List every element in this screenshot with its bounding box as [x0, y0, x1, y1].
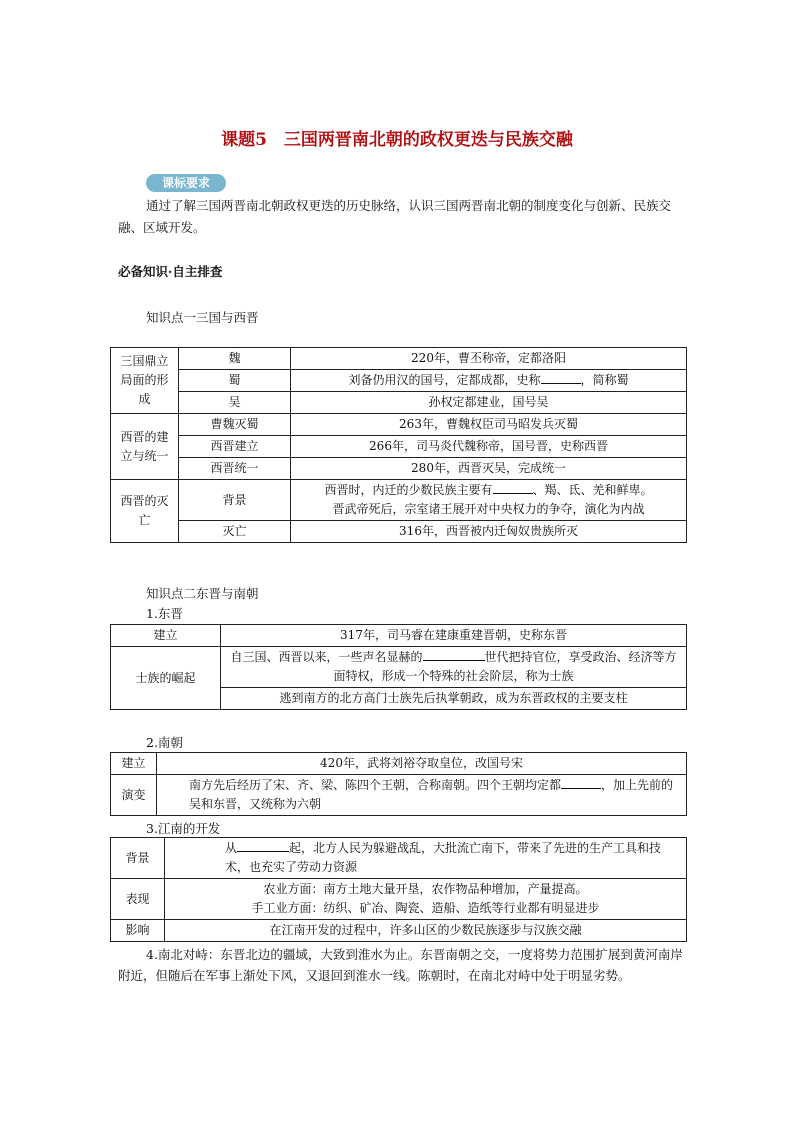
- item-cell: 背景: [111, 838, 165, 879]
- desc-cell: 刘备仍用汉的国号，定都成都，史称 ，简称蜀: [291, 370, 687, 392]
- kp2-sub2-label: 2.南朝: [146, 735, 183, 750]
- eastern-jin-table: [110, 624, 687, 710]
- fill-blank[interactable]: [541, 371, 581, 384]
- item-cell: 表现: [111, 879, 165, 920]
- item-cell: 背景: [179, 480, 291, 521]
- requirement-text: 通过了解三国两晋南北朝政权更迭的历史脉络，认识三国两晋南北朝的制度变化与创新、民族交融、区域开发。: [118, 198, 672, 235]
- fill-blank[interactable]: [237, 839, 289, 852]
- desc-cell: 从 起，北方人民为躲避战乱，大批流亡南下，带来了先进的生产工具和技术，也充实了劳动力资源: [165, 838, 687, 879]
- table-row: [111, 625, 687, 647]
- curriculum-requirement-badge: 课标要求: [146, 174, 226, 192]
- item-cell: 蜀: [179, 370, 291, 392]
- table-row: [111, 392, 687, 414]
- table-row: [111, 521, 687, 543]
- table-row: [111, 370, 687, 392]
- group-cell: 西晋的建立与统一: [111, 414, 179, 480]
- desc-cell: 317年，司马睿在建康重建晋朝，史称东晋: [221, 625, 687, 647]
- fill-blank[interactable]: [493, 481, 533, 494]
- kp2-sub3-label: 3.江南的开发: [146, 821, 221, 836]
- item-cell: 士族的崛起: [111, 647, 221, 710]
- table-row: [111, 920, 687, 942]
- table-row: [111, 458, 687, 480]
- fill-blank[interactable]: [423, 648, 485, 661]
- north-south-confrontation-text: 4.南北对峙：东晋北边的疆域，大致到淮水为止。东晋南朝之交，一度将势力范围扩展到黄河南岸附近，但随后在军事上渐处下风，又退回到淮水一线。陈朝时，在南北对峙中处于明显劣势。: [118, 947, 683, 983]
- item-cell: 建立: [111, 625, 221, 647]
- desc-cell: 逃到南方的北方高门士族先后执掌朝政，成为东晋政权的主要支柱: [221, 688, 687, 710]
- southern-dynasties-table: [110, 752, 687, 816]
- item-cell: 吴: [179, 392, 291, 414]
- page-title: 课题5 三国两晋南北朝的政权更迭与民族交融: [221, 130, 573, 150]
- table-row: [111, 348, 687, 370]
- table-row: [111, 480, 687, 521]
- item-cell: 影响: [111, 920, 165, 942]
- desc-cell: 420年，武将刘裕夺取皇位，改国号宋: [157, 753, 687, 775]
- desc-cell: 316年，西晋被内迁匈奴贵族所灭: [291, 521, 687, 543]
- section-title: 必备知识·自主排查: [118, 264, 223, 279]
- table-row: [111, 647, 687, 688]
- table-row: [111, 879, 687, 920]
- desc-cell: 263年，曹魏权臣司马昭发兵灭蜀: [291, 414, 687, 436]
- item-cell: 曹魏灭蜀: [179, 414, 291, 436]
- item-cell: 灭亡: [179, 521, 291, 543]
- desc-cell: 266年，司马炎代魏称帝，国号晋，史称西晋: [291, 436, 687, 458]
- kp1-heading: 知识点一三国与西晋: [146, 310, 259, 325]
- item-cell: 魏: [179, 348, 291, 370]
- fill-blank[interactable]: [561, 776, 601, 789]
- item-cell: 演变: [111, 775, 157, 816]
- desc-cell: 农业方面：南方土地大量开垦，农作物品种增加，产量提高。 手工业方面：纺织、矿冶、陶瓷、造船、造纸等行业都有明显进步: [165, 879, 687, 920]
- group-cell: 西晋的灭亡: [111, 480, 179, 543]
- table-row: [111, 775, 687, 816]
- desc-cell: 南方先后经历了宋、齐、梁、陈四个王朝，合称南朝。四个王朝均定都 ，加上先前的吴和东晋，又统称为六朝: [157, 775, 687, 816]
- desc-cell: 在江南开发的过程中，许多山区的少数民族逐步与汉族交融: [165, 920, 687, 942]
- kp2-sub1-label: 1.东晋: [146, 606, 183, 621]
- item-cell: 建立: [111, 753, 157, 775]
- table-row: [111, 414, 687, 436]
- desc-cell: 自三国、西晋以来，一些声名显赫的 世代把持官位，享受政治、经济等方面特权，形成一个特殊的社会阶层，称为士族: [221, 647, 687, 688]
- item-cell: 西晋建立: [179, 436, 291, 458]
- item-cell: 西晋统一: [179, 458, 291, 480]
- desc-cell: 孙权定都建业，国号吴: [291, 392, 687, 414]
- table-row: [111, 838, 687, 879]
- table-row: [111, 753, 687, 775]
- desc-cell: 西晋时，内迁的少数民族主要有 、羯、氐、羌和鲜卑。 晋武帝死后，宗室诸王展开对中央权力的争夺，演化为内战: [291, 480, 687, 521]
- table-row: [111, 436, 687, 458]
- group-cell: 三国鼎立局面的形成: [111, 348, 179, 414]
- desc-cell: 220年，曹丕称帝，定都洛阳: [291, 348, 687, 370]
- desc-cell: 280年，西晋灭吴，完成统一: [291, 458, 687, 480]
- jiangnan-development-table: [110, 837, 687, 942]
- kp1-table: [110, 347, 687, 543]
- kp2-heading: 知识点二东晋与南朝: [146, 586, 259, 601]
